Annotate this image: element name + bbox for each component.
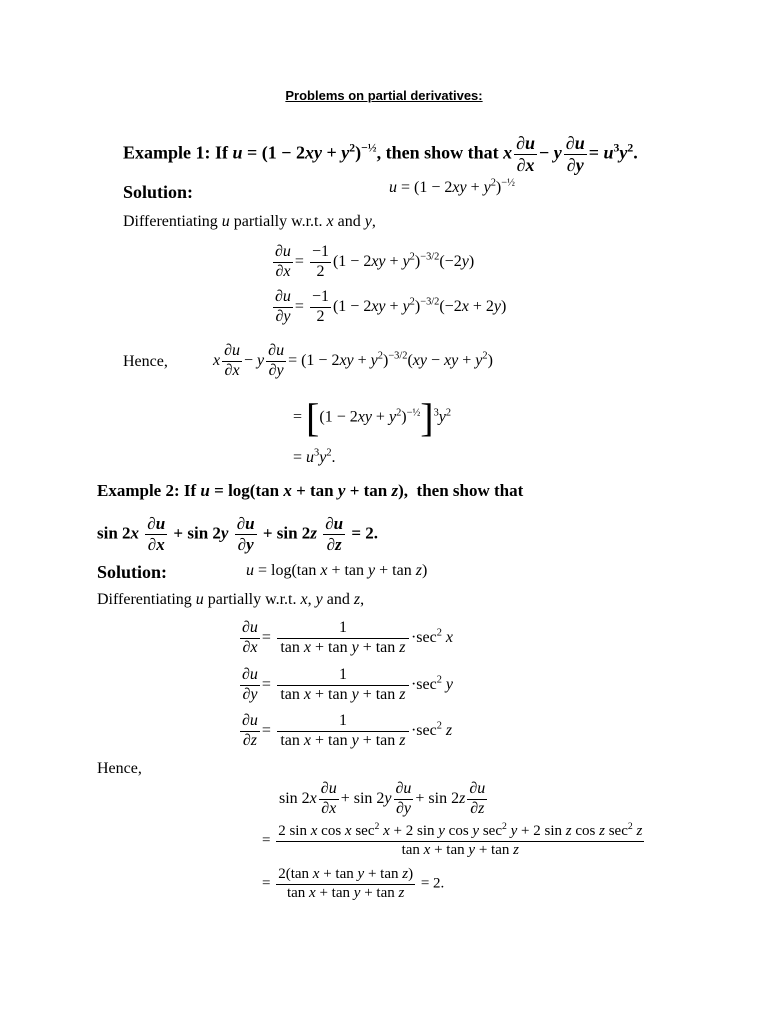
example2-step1: = 2 sin x cos x $\sec^2 x + 2$ sin y cos y $\sec^2 y + 2$ sin z cos z $\sec^2 z$ tan x + tan y + tan z [262,821,643,858]
example1-hence-eq: x $\frac{\partial u}{\partial x}$ − y $\frac{\partial u}{\partial y}$ = $(1 - 2xy + y^2)^{-3/2}(xy$ − xy + $y^2$) [213,342,493,379]
example1-if: If [215,142,228,163]
example1-label: Example 1: [123,142,211,163]
example1-step2: = $[(1 - 2xy + y^2)^{-\frac{1}{2}}]^3y^2$ [293,395,452,440]
page-title: Problems on partial derivatives: [285,88,483,103]
example1-step3: = $u^3y^2$. [293,447,336,466]
example1-hence-label: Hence, [123,353,168,370]
example2-du-dz: $\frac{\partial u}{\partial z}$ = $\frac{1}{\text{tan x + tan y + tan z}}$ $\cdot\sec^2$ z [242,712,453,749]
example1-du-dy: $\frac{\partial u}{\partial y}$ = $\frac{-1}{2}$ $(1 - 2xy + y^2)^{-3/2}(-2x + 2y)$ [275,288,507,325]
example2-du-dx: $\frac{\partial u}{\partial x}$ = $\frac{1}{\text{tan x + tan y + tan z}}$ $\cdot\sec^2$ x [242,619,454,656]
example2-hence-lhs: sin 2x $\frac{\partial u}{\partial x}$ + sin 2y $\frac{\partial u}{\partial y}$ + sin 2z $\frac{\partial u}{\partial z}$ [279,780,486,817]
example2-statement: Example 2: If u = log(tan x + tan y + tan z), then show that [97,481,524,500]
example2-solution-label: Solution: [97,562,168,582]
example1-diff-text: Differentiating u partially w.r.t. x and y, [123,213,376,230]
example1-solution-label: Solution: [123,182,194,202]
example2-target: sin 2x $\frac{\partial u}{\partial x}$ + sin 2y $\frac{\partial u}{\partial y}$ + sin 2z $\frac{\partial u}{\partial z}$ = 2. [97,514,378,554]
example2-label: Example 2: [97,481,180,500]
example2-solution-def: u = log(tan x + tan y + tan z) [246,562,428,579]
example1-statement: Example 1: If $u = (1 - 2xy + y^2)^{-\frac{1}{2}}$, then show that x $\frac{\partial u}{\partial x}$ − y $\frac{\partial u}{\partial y}$ = $u^3y^2$. [123,133,638,175]
example1-du-dx: $\frac{\partial u}{\partial x}$ = $\frac{-1}{2}$ $(1 - 2xy + y^2)^{-3/2}(-2y)$ [275,243,475,280]
example2-step2: = $\frac{\text{2(tan x + tan y + tan z)}}{\text{tan x + tan y + tan z}}$ = 2. [262,866,445,901]
example2-hence-label: Hence, [97,760,142,777]
example2-diff-text: Differentiating u partially w.r.t. x, y and z, [97,591,365,608]
example2-du-dy: $\frac{\partial u}{\partial y}$ = $\frac{1}{\text{tan x + tan y + tan z}}$ $\cdot\sec^2$ y [242,666,454,703]
example1-solution-def: $u = (1 - 2xy + y^2)^{-\frac{1}{2}}$ [389,177,515,196]
example1-then: , then show that [376,142,499,163]
